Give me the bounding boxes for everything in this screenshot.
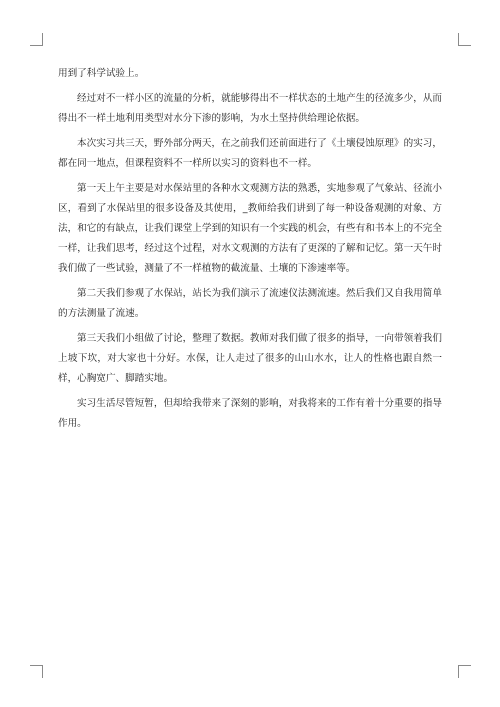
document-body [58,64,442,439]
paragraph-2: 经过对不一样小区的流量的分析，就能够得出不一样状态的土地产生的径流多少，从而得出不一样土地利用类型对水分下渗的影响，为水土坚持供给理论依据。 [58,93,442,124]
paragraph-7: 实习生活尽管短暂，但却给我带来了深刻的影响，对我将来的工作有着十分重要的指导作用。 [58,398,442,429]
paragraph-5: 第二天我们参观了水保站，站长为我们演示了流速仪法测流速。然后我们又自我用简单的方法测量了流速。 [58,288,442,319]
paragraph-6: 第三天我们小组做了讨论，整理了数据。教师对我们做了很多的指导，一向带领着我们上坡下坎，对大家也十分好。水保，让人走过了很多的山山水水，让人的性格也跟自然一样，心胸宽广、脚踏实地。 [58,333,442,384]
crop-mark-top-right [458,33,471,46]
paragraph-3: 本次实习共三天，野外部分两天，在之前我们还前面进行了《土壤侵蚀原理》的实习，都在同一地点，但课程资料不一样所以实习的资料也不一样。 [58,138,442,169]
crop-mark-bottom-left [30,665,43,678]
crop-mark-bottom-right [458,665,471,678]
crop-mark-top-left [30,33,43,46]
paragraph-1: 用到了科学试验上。 [58,68,145,79]
paragraph-4: 第一天上午主要是对水保站里的各种水文观测方法的熟悉，实地参观了气象站、径流小区，看到了水保站里的很多设备及其使用，_教师给我们讲到了每一种设备观测的对象、方法，和它的有缺点，让我们课堂上学到的知识有一个实践的机会，有些有和书本上的不完全一样，让我们思考，经过这个过程，对水文观测的方法有了更深的了解和记忆。第一天午时我们做了一些试验，测量了不一样植物的截流量、土壤的下渗速率等。 [58,183,442,274]
